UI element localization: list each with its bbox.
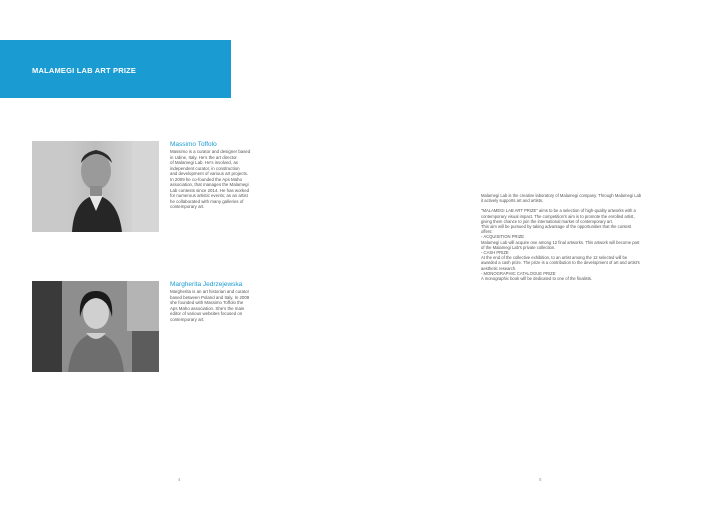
intro-paragraph: Malamegi Lab is the creative laboratory of Malamegi company. Through Malamegi Lab it actively supports art and artists. [481,193,642,204]
intro-paragraph: "MALAMEGI LAB ART PRIZE" aims to be a selection of high-quality artworks with a contemporary visual impact. The competition's aim is to promote the enrolled artist, giving them chance to join the international market of contemporary art. This aim will be pursued by taking advantage of the opportunities that the contest offers: - ACQUISITION PRIZE Malamegi Lab will acquire one among 12 final artworks. This artwork will become part of the Malamegi Lab's private collection. - CASH PRIZE At the end of the collective exhibition, to an artist among the 12 selected will be awarded a cash prize. The prize is a contribution to the development of art and artist's aesthetic research. - MONOGRAPHIC CATALOGUE PRIZE A monographic book will be dedicated to one of the finalists. [481,208,640,282]
person-name: Massimo Toffolo [170,141,217,148]
intro-column [481,193,707,281]
page-number-right: 5 [539,477,542,482]
person-name: Margherita Jedrzejewska [170,281,243,288]
page-number-left: 4 [178,477,181,482]
person-bio: Margherita is an art historian and curator based between Poland and Italy. In 2009 she founded with Massimo Toffolo the Aps Maho association. She's the main editor of various websites focused on contemporary art. [170,289,250,322]
portrait-photo-man [32,141,159,232]
portrait-photo-woman [32,281,159,372]
page-title: MALAMEGI LAB ART PRIZE [32,66,137,75]
person-bio: Massimo is a curator and designer based in Udine, Italy. He's the art director of Malamegi Lab. He's involved, as independent curator, in construction and development of various art projects. In 2009 he co-founded the Aps Maho association, that manages the Malamegi Lab contests since 2014. He has worked for numerous artistic events; as an artist he collaborated with many galleries of contemporary art. [170,149,251,209]
